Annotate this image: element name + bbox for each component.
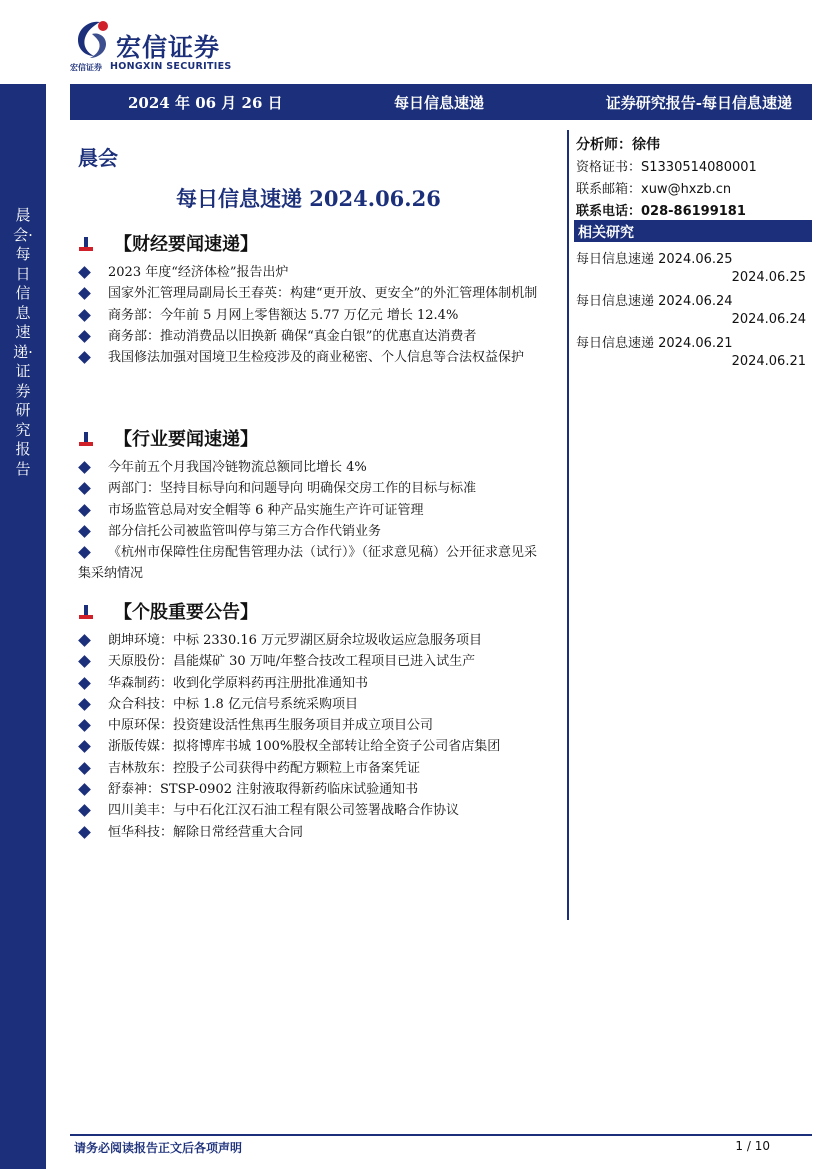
diamond-bullet-icon	[78, 805, 91, 818]
diamond-bullet-icon	[78, 266, 91, 279]
list-item: 恒华科技：解除日常经营重大合同	[78, 822, 538, 843]
related-research-title[interactable]: 每日信息速递 2024.06.24	[576, 294, 733, 309]
news-list	[78, 262, 538, 368]
section-heading-label: 【行业要闻速递】	[114, 429, 258, 450]
section-heading-label: 【个股重要公告】	[114, 602, 258, 623]
page-number: 1 / 10	[735, 1139, 770, 1153]
section-heading	[78, 230, 258, 256]
list-item: 《杭州市保障性住房配售管理办法（试行）》（征求意见稿）公开征求意见采集采纳情况	[78, 545, 538, 582]
footer-disclaimer: 请务必阅读报告正文后各项声明	[74, 1141, 243, 1155]
section-heading	[78, 425, 258, 451]
analyst-phone: 联系电话：028-86199181	[576, 204, 746, 219]
list-item: 众合科技：中标 1.8 亿元信号系统采购项目	[78, 694, 538, 715]
list-item: 2023 年度“经济体检”报告出炉	[78, 262, 538, 283]
brand-name-en: HONGXIN SECURITIES	[110, 61, 232, 72]
analyst-email: 联系邮箱：xuw@hxzb.cn	[576, 182, 732, 197]
analyst-name: 分析师：徐伟	[576, 137, 660, 153]
side-bar	[0, 84, 46, 1169]
company-logo	[70, 18, 260, 74]
analyst-cert: 资格证书：S1330514080001	[576, 160, 757, 175]
related-research-date: 2024.06.25	[731, 270, 806, 285]
diamond-bullet-icon	[78, 351, 91, 364]
related-research-item[interactable]	[576, 332, 806, 369]
diamond-bullet-icon	[78, 634, 91, 647]
list-item: 舒泰神：STSP-0902 注射液取得新药临床试验通知书	[78, 779, 538, 800]
list-item: 两部门：坚持目标导向和问题导向 明确保交房工作的目标与标准	[78, 478, 538, 499]
news-list	[78, 457, 538, 585]
section-bullet-icon	[78, 236, 94, 252]
diamond-bullet-icon	[78, 287, 91, 300]
related-research-date: 2024.06.21	[731, 354, 806, 369]
related-research-date: 2024.06.24	[731, 312, 806, 327]
diamond-bullet-icon	[78, 504, 91, 517]
section-heading	[78, 598, 258, 624]
list-item: 商务部：推动消费品以旧换新 确保“真金白银”的优惠直达消费者	[78, 326, 538, 347]
related-research-heading: 相关研究	[574, 220, 812, 242]
diamond-bullet-icon	[78, 546, 91, 559]
diamond-bullet-icon	[78, 482, 91, 495]
diamond-bullet-icon	[78, 677, 91, 690]
list-item: 市场监管总局对安全帽等 6 种产品实施生产许可证管理	[78, 500, 538, 521]
list-item: 吉林敖东：控股子公司获得中药配方颗粒上市备案凭证	[78, 758, 538, 779]
related-research-title[interactable]: 每日信息速递 2024.06.21	[576, 336, 733, 351]
diamond-bullet-icon	[78, 762, 91, 775]
diamond-bullet-icon	[78, 698, 91, 711]
related-research-item[interactable]	[576, 248, 806, 285]
list-item: 部分信托公司被监管叫停与第三方合作代销业务	[78, 521, 538, 542]
section-bullet-icon	[78, 604, 94, 620]
brand-sub-cn: 宏信证券	[70, 63, 102, 72]
diamond-bullet-icon	[78, 741, 91, 754]
top-label: 晨会	[78, 146, 118, 170]
brand-name-cn: 宏信证券	[116, 33, 221, 62]
diamond-bullet-icon	[78, 826, 91, 839]
column-divider	[567, 130, 569, 920]
logo-emblem-icon	[70, 18, 114, 62]
list-item: 浙版传媒：拟将博库书城 100%股权全部转让给全资子公司省店集团	[78, 736, 538, 757]
diamond-bullet-icon	[78, 330, 91, 343]
report-date: 2024 年 06 月 26 日	[128, 94, 283, 112]
header-bar	[70, 84, 812, 120]
diamond-bullet-icon	[78, 719, 91, 732]
list-item: 天原股份：昌能煤矿 30 万吨/年整合技改工程项目已进入试生产	[78, 651, 538, 672]
diamond-bullet-icon	[78, 309, 91, 322]
news-list	[78, 630, 538, 843]
list-item: 四川美丰：与中石化江汉石油工程有限公司签署战略合作协议	[78, 800, 538, 821]
diamond-bullet-icon	[78, 655, 91, 668]
footer-divider	[70, 1134, 812, 1136]
diamond-bullet-icon	[78, 525, 91, 538]
report-series: 每日信息速递	[394, 94, 485, 112]
list-item: 我国修法加强对国境卫生检疫涉及的商业秘密、个人信息等合法权益保护	[78, 347, 538, 368]
section-bullet-icon	[78, 431, 94, 447]
list-item: 朗坤环境：中标 2330.16 万元罗湖区厨余垃圾收运应急服务项目	[78, 630, 538, 651]
page-title: 每日信息速递 2024.06.26	[176, 186, 441, 211]
list-item: 中原环保：投资建设活性焦再生服务项目并成立项目公司	[78, 715, 538, 736]
diamond-bullet-icon	[78, 461, 91, 474]
list-item: 国家外汇管理局副局长王春英：构建“更开放、更安全”的外汇管理体制机制	[78, 283, 538, 304]
list-item: 华森制药：收到化学原料药再注册批准通知书	[78, 673, 538, 694]
side-bar-text: 晨会·每日信息速递·证券研究报告	[13, 206, 33, 478]
list-item: 今年前五个月我国冷链物流总额同比增长 4%	[78, 457, 538, 478]
related-research-item[interactable]	[576, 290, 806, 327]
diamond-bullet-icon	[78, 783, 91, 796]
report-type: 证券研究报告-每日信息速递	[605, 94, 792, 112]
list-item: 商务部：今年前 5 月网上零售额达 5.77 万亿元 增长 12.4%	[78, 305, 538, 326]
section-heading-label: 【财经要闻速递】	[114, 234, 258, 255]
related-research-title[interactable]: 每日信息速递 2024.06.25	[576, 252, 733, 267]
